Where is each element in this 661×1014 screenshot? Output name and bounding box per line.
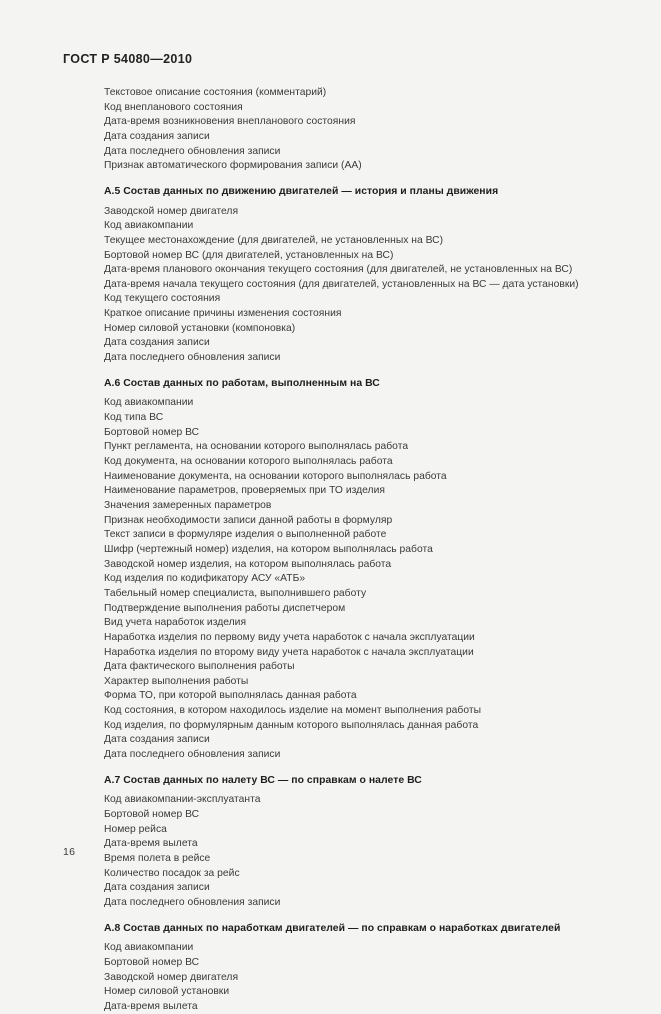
- list-item: Дата-время возникновения внепланового состояния: [104, 116, 356, 128]
- list-item: Номер силовой установки: [104, 986, 230, 998]
- list-item: Наработка изделия по первому виду учета наработок с начала эксплуатации: [104, 631, 475, 643]
- list-item: Номер рейса: [104, 823, 167, 835]
- list-item: Признак автоматического формирования записи (АА): [104, 160, 362, 172]
- list-item: Дата-время планового окончания текущего состояния (для двигателей, не установленных на ВС): [104, 264, 573, 276]
- list-item: Код авиакомпании: [104, 942, 194, 954]
- section-a5: [104, 174, 641, 366]
- list-item: Дата-время вылета: [104, 1000, 198, 1012]
- list-item: Бортовой номер ВС: [104, 809, 200, 820]
- intro-item-list: [104, 86, 641, 174]
- page-content: [104, 86, 641, 1014]
- list-item: Дата создания записи: [104, 130, 210, 142]
- list-item: Характер выполнения работы: [104, 675, 249, 687]
- list-item: Код авиакомпании: [104, 397, 194, 409]
- list-item: Дата создания записи: [104, 337, 210, 349]
- list-item: Код типа ВС: [104, 412, 164, 423]
- list-item: Дата последнего обновления записи: [104, 896, 281, 908]
- list-item: Табельный номер специалиста, выполнившего работу: [104, 587, 367, 599]
- list-item: Заводской номер двигателя: [104, 205, 239, 217]
- spacer: [104, 763, 641, 774]
- list-item: Заводской номер двигателя: [104, 971, 239, 983]
- section-heading-a6: А.6 Состав данных по работам, выполненным на ВС: [104, 377, 380, 389]
- list-item: Дата последнего обновления записи: [104, 145, 281, 157]
- section-a6-item-list: [104, 396, 641, 762]
- list-item: Код авиакомпании: [104, 220, 194, 232]
- list-item: Краткое описание причины изменения состояния: [104, 308, 342, 320]
- list-item: Количество посадок за рейс: [104, 867, 240, 879]
- section-a8-item-list: [104, 941, 641, 1014]
- list-item: Дата последнего обновления записи: [104, 749, 281, 761]
- list-item: Код состояния, в котором находилось изделие на момент выполнения работы: [104, 705, 482, 717]
- list-item: Дата создания записи: [104, 882, 210, 894]
- spacer: [104, 911, 641, 922]
- list-item: Пункт регламента, на основании которого выполнялась работа: [104, 441, 409, 453]
- list-item: Дата последнего обновления записи: [104, 352, 281, 364]
- spacer: [104, 366, 641, 377]
- list-item: Дата-время начала текущего состояния (для двигателей, установленных на ВС — дата установки): [104, 278, 579, 290]
- list-item: Дата-время вылета: [104, 838, 198, 850]
- list-item: Код изделия, по формулярным данным которого выполнялась данная работа: [104, 719, 479, 731]
- standard-number-header: ГОСТ Р 54080—2010: [63, 52, 193, 66]
- list-item: Номер силовой установки (компоновка): [104, 322, 296, 334]
- list-item: Код внепланового состояния: [104, 101, 243, 113]
- list-item: Текущее местонахождение (для двигателей, не установленных на ВС): [104, 234, 444, 246]
- section-a7-item-list: [104, 793, 641, 910]
- section-heading-a5: А.5 Состав данных по движению двигателей — история и планы движения: [104, 185, 499, 197]
- list-item: Код текущего состояния: [104, 293, 221, 305]
- section-heading-a7: А.7 Состав данных по налету ВС — по справкам о налете ВС: [104, 774, 422, 786]
- spacer: [104, 174, 641, 185]
- list-item: Наименование параметров, проверяемых при ТО изделия: [104, 485, 385, 497]
- list-item: Текстовое описание состояния (комментарий): [104, 87, 327, 98]
- page-number: 16: [63, 846, 76, 858]
- list-item: Код документа, на основании которого выполнялась работа: [104, 455, 393, 467]
- list-item: Форма ТО, при которой выполнялась данная работа: [104, 690, 357, 702]
- list-item: Заводской номер изделия, на котором выполнялась работа: [104, 558, 392, 570]
- list-item: Дата фактического выполнения работы: [104, 661, 295, 673]
- list-item: Признак необходимости записи данной работы в формуляр: [104, 514, 393, 526]
- section-a7: [104, 763, 641, 911]
- section-a5-item-list: [104, 205, 641, 366]
- list-item: Шифр (чертежный номер) изделия, на котором выполнялась работа: [104, 543, 433, 555]
- list-item: Бортовой номер ВС: [104, 956, 200, 968]
- list-item: Текст записи в формуляре изделия о выполненной работе: [104, 529, 387, 541]
- list-item: Наименование документа, на основании которого выполнялась работа: [104, 470, 447, 482]
- list-item: Код авиакомпании-эксплуатанта: [104, 794, 261, 806]
- list-item: Бортовой номер ВС: [104, 426, 200, 438]
- list-item: Вид учета наработок изделия: [104, 617, 247, 629]
- list-item: Подтверждение выполнения работы диспетчером: [104, 602, 346, 614]
- list-item: Код изделия по кодификатору АСУ «АТБ»: [104, 573, 306, 585]
- list-item: Наработка изделия по второму виду учета наработок с начала эксплуатации: [104, 646, 474, 658]
- section-heading-a8: А.8 Состав данных по наработкам двигателей — по справкам о наработках двигателей: [104, 922, 561, 934]
- section-a8: [104, 911, 641, 1014]
- list-item: Дата создания записи: [104, 734, 210, 746]
- section-a6: [104, 366, 641, 763]
- list-item: Бортовой номер ВС (для двигателей, установленных на ВС): [104, 249, 394, 261]
- list-item: Время полета в рейсе: [104, 852, 211, 864]
- list-item: Значения замеренных параметров: [104, 499, 272, 511]
